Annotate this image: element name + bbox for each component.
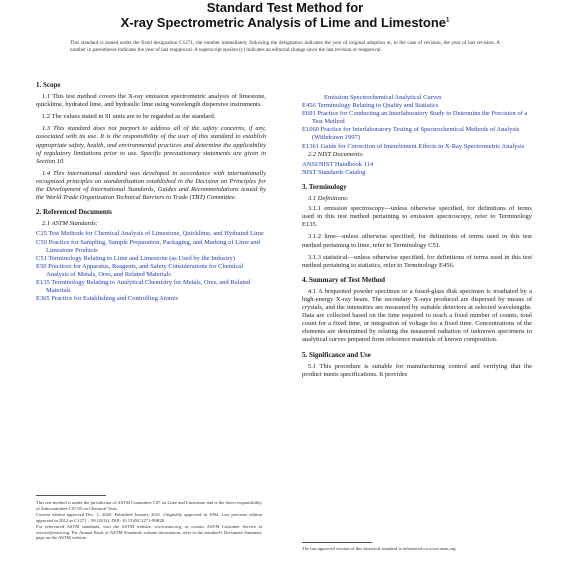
para-4-1: 4.1 A briquetted powder specimen or a fused-glass disk specimen is irradiated by a high-energy X-ray beam. The secondary X-rays produced are dispersed by means of crystals, and the intensities are measured by suitable detectors at selected wavelengths. Data are collected based on the time required to reach a fixed number of counts, total count for a fixed time, or integration of voltage for a fixed time. Concentrations of the elements are determined by relating the measured radiation of unknown specimens to analytical curves prepared from reference materials of known composition. — [302, 287, 532, 344]
para-3-1-1: 3.1.1 emission spectroscopy—unless otherwise specified, for definitions of terms used in this test method pertaining to emission spectroscopy, refer to Terminology E135. — [302, 205, 532, 229]
reference-code-link[interactable]: C25 — [36, 230, 47, 238]
right-column — [302, 2, 532, 383]
nist-ref-1: ANSI/NIST Handbook 114 — [302, 160, 374, 168]
reference-code-link[interactable]: E456 — [302, 102, 316, 110]
footnote-rule-left — [36, 495, 106, 496]
reference-title-link[interactable]: Terminology Relating to Lime and Limestone (as Used by the Industry) — [48, 254, 235, 262]
section-significance-heading: 5. Significance and Use — [302, 350, 371, 359]
section-scope-heading: 1. Scope — [36, 81, 61, 89]
reference-title-link[interactable]: Practice for Establishing and Controlling Atomic — [51, 295, 179, 303]
reference-item — [302, 143, 532, 151]
footnote-rule-right — [302, 542, 372, 543]
reference-item — [302, 126, 532, 142]
para-1-4: 1.4 This international standard was developed in accordance with internationally recognized principles on standardization established in the Decision on Principles for the Development of International Standards, Guides and Recommendations issued by the World Trade Organization Technical Barriers to Trade (TBT) Committee. — [36, 169, 266, 202]
reference-title-link[interactable]: Practice for Sampling, Sample Preparation, Packaging, and Marking of Lime and Limestone Products — [46, 238, 260, 254]
title-line-1: Standard Test Method for — [206, 0, 364, 15]
reference-item — [36, 239, 266, 255]
footnote-3: For referenced ASTM standards, visit the ASTM website, www.astm.org, or contact ASTM Customer Service at service@astm.org. For Annual Book of ASTM Standards volume information, refer to the standard's Document Summary page on the ASTM website. — [36, 523, 262, 541]
footnote-1: This test method is under the jurisdiction of ASTM Committee C07 on Lime and Limestone and is the direct responsibility of Subcommittee C07.05 on Chemical Tests. — [36, 500, 262, 511]
para-1-3: 1.3 This standard does not purport to address all of the safety concerns, if any, associated with its use. It is the responsibility of the user of this standard to establish appropriate safety, health, and environmental practices and determine the applicability of regulatory limitations prior to use. Specific precautionary statements are given in Section 10. — [36, 125, 266, 165]
reference-title-link[interactable]: Test Methods for Chemical Analysis of Limestone, Quicklime, and Hydrated Lime — [48, 230, 264, 238]
footnote-right: The last approved version of this historical standard is referenced on www.astm.org. — [302, 546, 457, 551]
nist-ref-2: NIST Standards Catalog — [302, 168, 366, 176]
reference-code-link[interactable]: E50 — [36, 262, 47, 270]
section-referenced-docs-heading: 2. Referenced Documents — [36, 208, 112, 217]
reference-item — [36, 230, 266, 238]
reference-title-link[interactable]: Guide for Correction of Interelement Effects in X-Ray Spectrometric Analysis — [320, 142, 525, 150]
section-terminology-heading: 3. Terminology — [302, 182, 347, 191]
para-3-1-2: 3.1.2 lime—unless otherwise specified, for definitions of terms used in this test method pertaining to lime, refer to Terminology C51. — [302, 233, 532, 249]
reference-continued: Emission Spectrochemical Analytical Curves — [324, 94, 442, 101]
reference-code-link[interactable]: E305 — [36, 295, 50, 303]
footnotes-left — [36, 500, 262, 541]
reference-item — [36, 263, 266, 279]
reference-code-link[interactable]: E691 — [302, 110, 316, 118]
designation-note: This standard is issued under the fixed designation C1271; the number immediately following the designation indicates the year of original adoption or, in the case of revision, the year of last revision. A number in parentheses indicates the year of last reapproval. A superscript epsilon (ε) indicates an editorial change since the last revision or reapproval. — [70, 40, 500, 53]
reference-item — [36, 295, 266, 303]
para-1-2: 1.2 The values stated in SI units are to be regarded as the standard. — [42, 113, 216, 121]
left-column — [36, 75, 266, 303]
nist-documents-subheading: 2.2 NIST Documents: — [308, 150, 365, 158]
astm-reference-list-cont — [302, 102, 532, 151]
reference-title-link[interactable]: Terminology Relating to Quality and Statistics — [317, 102, 439, 110]
footnote-2: Current edition approved Dec. 1, 2020. Published January 2021. Originally approved in 1994. Last previous edition approved in 2012 as C1271 – 99 (2012). DOI: 10.1520/C1271-99R20. — [36, 511, 262, 523]
reference-code-link[interactable]: C50 — [36, 238, 47, 246]
reference-item — [302, 110, 532, 126]
reference-title-link[interactable]: Practices for Apparatus, Reagents, and Safety Considerations for Chemical Analysis of Metals, Ores, and Related Materials — [46, 262, 244, 278]
para-5-1: 5.1 This procedure is suitable for manufacturing control and verifying that the product meets specifications. It provides — [302, 362, 532, 378]
astm-reference-list — [36, 230, 266, 303]
reference-title-link[interactable]: Practice for Interlaboratory Testing of Spectrochemical Methods of Analysis (Withdrawn 1997) — [312, 126, 520, 142]
reference-title-link[interactable]: Practice for Conducting an Interlaboratory Study to Determine the Precision of a Test Method — [312, 110, 528, 126]
title-main: X-ray Spectrometric Analysis of Lime and Limestone — [120, 15, 446, 30]
reference-item — [302, 102, 532, 110]
reference-code-link[interactable]: E135 — [36, 278, 50, 286]
para-3-1-3: 3.1.3 statistical—unless otherwise specified, for definitions of terms used in this test method pertaining to statistics, refer to Terminology E456. — [302, 253, 532, 269]
reference-item — [36, 255, 266, 263]
section-summary-heading: 4. Summary of Test Method — [302, 275, 386, 284]
title-footnote-marker[interactable]: 1 — [446, 17, 450, 24]
reference-code-link[interactable]: E1361 — [302, 142, 319, 150]
astm-standards-subheading: 2.1 ASTM Standards: — [42, 220, 98, 228]
definitions-subheading: 3.1 Definitions: — [308, 195, 349, 203]
reference-code-link[interactable]: C51 — [36, 254, 47, 262]
reference-item — [36, 279, 266, 295]
reference-title-link[interactable]: Terminology Relating to Analytical Chemistry for Metals, Ores, and Related Materials — [46, 278, 251, 295]
reference-code-link[interactable]: E1060 — [302, 126, 319, 134]
para-1-1: 1.1 This test method covers the X-ray emission spectrometric analysis of limestone, quicklime, hydrated lime, and hydraulic lime using wavelength dispersive instruments. — [36, 93, 266, 109]
